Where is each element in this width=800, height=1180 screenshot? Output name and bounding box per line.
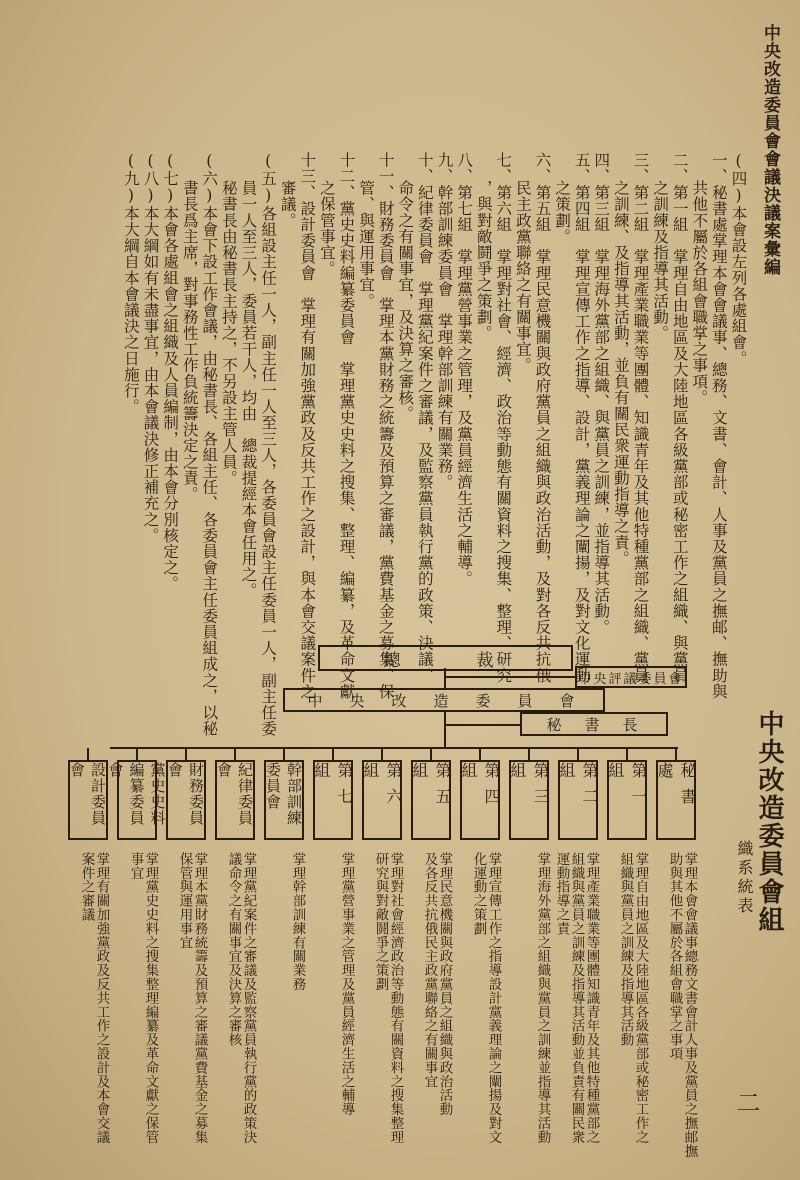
unit-name: 第五組 [410,762,452,814]
unit-box [509,760,549,840]
text-column: 十三、設計委員會 掌理有關加強黨政及反共工作之設計，與本會交議案件之 [298,152,317,700]
text-column: 八、第七組 掌理黨營事業之管理，及黨員經濟生活之輔導。 [455,152,474,587]
unit-name: 第一組 [606,762,648,814]
unit-name: 第七組 [312,762,354,814]
text-column: 審議。 [278,180,297,229]
text-column: 九、幹部訓練委員會 掌理幹部訓練有關業務。 [435,152,454,491]
unit-description-line: 化運動之策劃 [470,852,487,936]
unit-description-line: 掌理本會會議事總務文書會計人事及黨員之撫邮撫 [681,852,698,1158]
unit-box [166,760,206,840]
unit-description-line: 掌理宣傳工作之指導設計黨義理論之闡揚及對文 [485,852,502,1144]
review-committee-box [575,666,687,688]
unit-description-line: 掌理民意機關與政府黨員之組織與政治活動 [436,852,453,1117]
text-column: 十二、黨史史料編纂委員會 掌理黨史史料之搜集、整理、編纂，及革命文獻 [337,152,356,700]
unit-description-line: 掌理產業職業等團體知識青年及其他特種黨部之 [583,852,600,1144]
unit-name: 秘書處 [655,762,697,814]
unit-name: 幹部訓練委員會 [264,762,303,826]
unit-description-line: 運動指導之責 [553,852,570,936]
unit-description-line: 助與其他不屬於各組會職掌之事項 [666,852,683,1061]
unit-description-line: 掌理黨史史料之搜集整理編纂及革命文獻之保管 [142,852,159,1144]
text-column: 四、第三組 掌理海外黨部之組織、與黨員之訓練，並指導其活動。 [592,152,611,635]
unit-description-line: 組織與黨員之訓練及指導其活動並負責有關民衆 [568,852,585,1144]
secretary-general-label: 秘 書 長 [546,715,642,734]
text-column: 十、紀律委員會 掌理黨紀案件之審議，及監察黨員執行黨的政策、決議、 [415,152,434,684]
unit-description-line: 研究與對敵鬪爭之策劃 [372,852,389,991]
unit-description-line: 掌理有關加強黨政及反共工作之設計及本會交議 [93,852,110,1144]
review-committee-label: 中央評議委員會 [578,671,684,687]
unit-box [656,760,696,840]
unit-box [313,760,353,840]
text-column: 命令之有關事宜，及決算之審核。 [396,180,415,422]
text-column: (九)本大綱自本會議決之日施行。 [121,152,140,415]
unit-description-line: 掌理幹部訓練有關業務 [289,852,306,991]
unit-box [215,760,255,840]
unit-name: 設計委員會 [68,762,107,826]
text-column: (八)本大綱如有未盡事宜，由本會議決修正補充之。 [141,152,160,544]
unit-description-line: 組織與黨員之訓練及指導其活動 [617,852,634,1047]
unit-description-line: 掌理自由地區及大陸地區各級黨部或秘密工作之 [632,852,649,1144]
running-head: 中央改造委員會會議決議案彙編 [760,24,780,276]
text-column: 書長爲主席，對事務性工作負統籌決定之責。 [180,180,199,502]
unit-name: 第三組 [508,762,550,814]
text-column: 秘書長由秘書長主持之，不另設主管人員。 [219,180,238,486]
unit-box [106,760,167,840]
text-column: (四)本會設左列各處組會。 [729,152,748,367]
text-column: 共他不屬於各組會職掌之事項。 [690,180,709,406]
unit-name: 黨史史料編纂委員會 [106,762,167,826]
unit-box [607,760,647,840]
text-column: 之策劃。 [553,180,572,245]
unit-description-line: 掌理本黨財務統籌及預算之審議黨費基金之募集 [191,852,208,1144]
unit-name: 財務委員會 [166,762,205,826]
unit-box [558,760,598,840]
unit-box [411,760,451,840]
central-committee-label: 中 央 改 造 委 員 會 [307,691,581,710]
text-column: (五)各組設主任一人，副主任一人至三人，各委員會設主任委員一人，副主任委 [259,152,278,737]
unit-box [68,760,108,840]
unit-box [460,760,500,840]
unit-description-line: 掌理黨營事業之管理及黨員經濟生活之輔導 [338,852,355,1117]
text-column: (七)本會各處組會之組織及人員編制，由本會分別核定之。 [161,152,180,592]
unit-box [264,760,304,840]
org-chart-title: 中央改造委員會組 [754,710,784,934]
text-column: 員一人至三人，委員若干人，均由 總裁提經本會任用之。 [239,180,258,599]
unit-name: 第四組 [459,762,501,814]
secretary-general-box [520,712,668,736]
unit-name: 第六組 [361,762,403,814]
unit-name: 第二組 [557,762,599,814]
text-column: 管、與運用事宜。 [357,180,376,309]
president-box [318,645,573,671]
text-column: ，與對敵鬪爭之策劃。 [474,180,493,341]
unit-box [362,760,402,840]
unit-description-line: 掌理對社會經濟政治等動態有關資料之搜集整理 [387,852,404,1144]
unit-description-line: 議命令之有關事宜及決算之審核 [225,852,242,1047]
text-column: 十一、財務委員會 掌理本黨財務之統籌及預算之審議，黨費基金之募集、保 [376,152,395,700]
text-column: 二、第一組 掌理自由地區及大陸地區各級黨部或秘密工作之組織、與黨員 [670,152,689,684]
text-column: (六)本會下設工作會議，由秘書長、各組主任、各委員會主任委員組成之，以秘 [200,152,219,737]
unit-description-line: 掌理黨紀案件之審議及監察黨員執行黨的政策決 [240,852,257,1144]
unit-description-line: 保管與運用事宜 [176,852,193,950]
president-label: 總 裁 [383,650,508,671]
page-number: 二 [732,1090,760,1114]
text-column: 六、第五組 掌理民意機關與政府黨員之組織與政治活動，及對各反共抗俄 [533,152,552,684]
text-column: 之訓練、及指導其活動，並負有關民衆運動指導之責。 [611,180,630,567]
central-committee-box [283,688,605,712]
unit-description-line: 事宜 [127,852,144,880]
unit-description-line: 及各反共抗俄民主政黨聯絡之有關事宜 [421,852,438,1089]
unit-name: 紀律委員會 [215,762,254,826]
text-column: 民主政黨聯絡之有關事宜。 [513,180,532,374]
text-column: 三、第二組 掌理產業職業等團體、知識青年及其他特種黨部之組織、黨員 [631,152,650,684]
unit-description-line: 案件之審議 [78,852,95,922]
text-column: 之訓練及指導其活動。 [651,180,670,341]
text-column: 一、秘書處掌理本會會議事、總務、文書、會計、人事及黨員之撫邮、撫助與 [709,152,728,700]
org-chart-subtitle: 織系統表 [735,840,754,916]
text-column: 之保管事宜。 [317,180,336,277]
unit-description-line: 掌理海外黨部之組織與黨員之訓練並指導其活動 [534,852,551,1144]
text-column: 五、第四組 掌理宣傳工作之指導、設計，黨義理論之闡揚，及對文化運動 [572,152,591,684]
text-column: 七、第六組 掌理對社會、經濟、政治等動態有關資料之搜集、整理、研究 [494,152,513,684]
